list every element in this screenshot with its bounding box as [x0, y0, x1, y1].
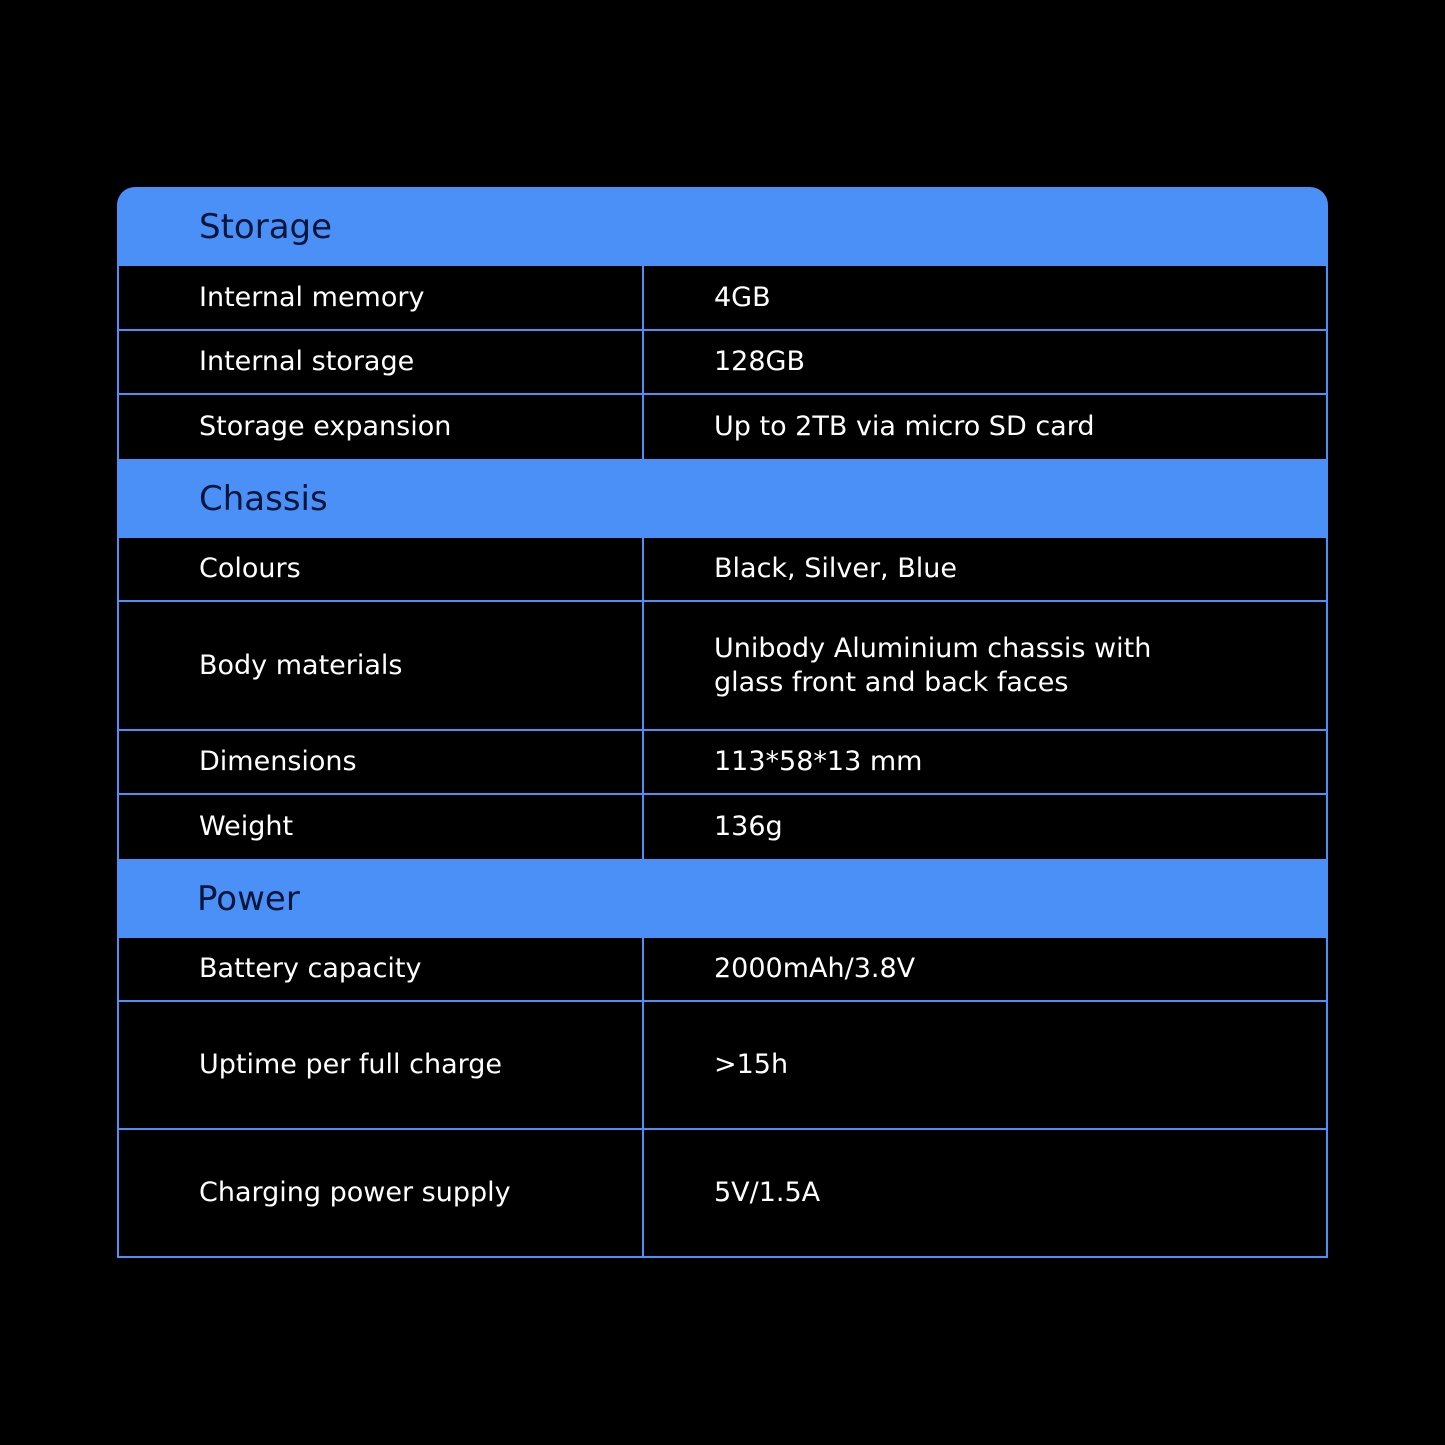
table-row	[117, 795, 1328, 859]
table-row	[117, 395, 1328, 459]
section-title: Chassis	[199, 478, 328, 519]
section-header-storage	[117, 187, 1328, 266]
row-value: 128GB	[714, 346, 805, 377]
section-title: Power	[197, 878, 300, 919]
row-value: 2000mAh/3.8V	[714, 953, 916, 984]
row-label: Battery capacity	[119, 938, 644, 1000]
row-value: 4GB	[714, 281, 771, 313]
row-value: Black, Silver, Blue	[714, 553, 957, 584]
row-label: Dimensions	[119, 731, 644, 793]
row-value: 113*58*13 mm	[714, 746, 923, 777]
row-value: 5V/1.5A	[714, 1177, 821, 1208]
row-label: Uptime per full charge	[119, 1002, 644, 1128]
row-label: Charging power supply	[119, 1130, 644, 1256]
table-row	[117, 266, 1328, 331]
row-label: Body materials	[119, 602, 644, 729]
row-label: Colours	[119, 538, 644, 600]
row-label: Internal storage	[119, 331, 644, 393]
table-row	[117, 602, 1328, 731]
row-value: Up to 2TB via micro SD card	[714, 411, 1095, 442]
row-label: Internal memory	[119, 266, 644, 329]
row-value	[644, 602, 1326, 729]
table-row	[117, 331, 1328, 395]
row-value: 136g	[714, 811, 783, 842]
row-value: >15h	[714, 1049, 789, 1080]
row-value-line: Unibody Aluminium chassis with	[714, 632, 1152, 664]
table-row	[117, 938, 1328, 1002]
table-row	[117, 1130, 1328, 1258]
table-row	[117, 731, 1328, 795]
table-row	[117, 1002, 1328, 1130]
section-header-power	[117, 859, 1328, 938]
row-value-line: glass front and back faces	[714, 666, 1069, 698]
section-title: Storage	[199, 206, 333, 247]
table-row	[117, 538, 1328, 602]
row-label: Weight	[119, 795, 644, 859]
row-label: Storage expansion	[119, 395, 644, 459]
section-header-chassis	[117, 459, 1328, 538]
spec-table	[117, 187, 1328, 1258]
